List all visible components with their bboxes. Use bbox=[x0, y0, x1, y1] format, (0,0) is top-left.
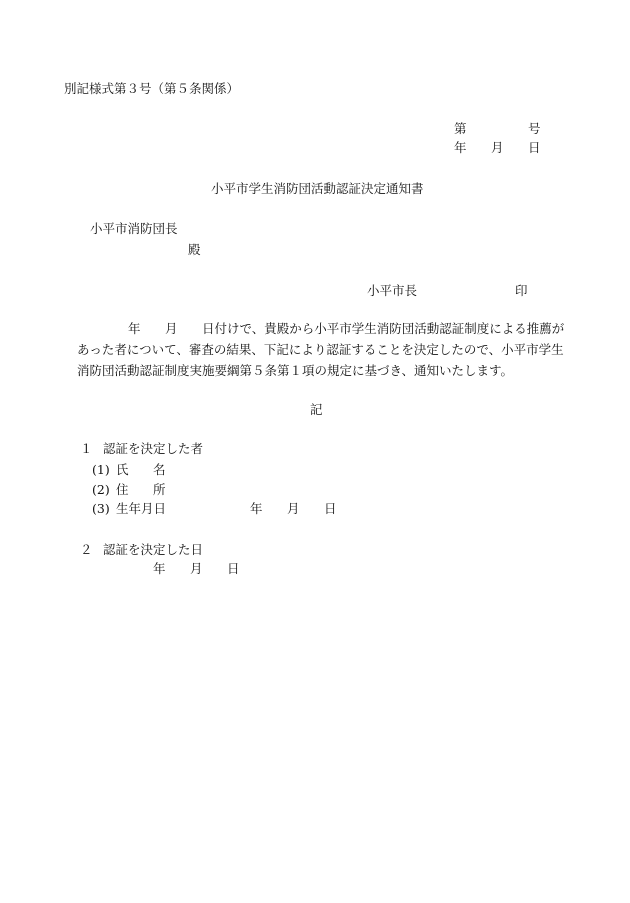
body-line-1: 日付けで、貴殿から小平市学生消防団活動認証制度による推薦が bbox=[202, 321, 565, 336]
section2-heading: 認証を決定した日 bbox=[103, 542, 204, 557]
item-1-label-a: 氏 bbox=[116, 462, 129, 477]
body-line-3: 消防団活動認証制度実施要綱第５条第１項の規定に基づき、通知いたします。 bbox=[77, 363, 514, 378]
body-line-2: あった者について、審査の結果、下記により認証することを決定したので、小平市学生 bbox=[77, 342, 564, 357]
item-3-tsuki: 月 bbox=[287, 501, 300, 516]
header-hi: 日 bbox=[528, 140, 541, 155]
section2-hi: 日 bbox=[227, 561, 240, 576]
section2-nen: 年 bbox=[153, 561, 166, 576]
section2-tsuki: 月 bbox=[190, 561, 203, 576]
header-dai: 第 bbox=[454, 121, 467, 136]
sender-name: 小平市長 bbox=[367, 283, 418, 298]
section1-number: １ bbox=[80, 441, 93, 456]
item-2-number: (2) bbox=[92, 482, 110, 497]
item-3-number: (3) bbox=[92, 501, 110, 516]
addressee-name: 小平市消防団長 bbox=[90, 221, 178, 236]
seal-mark: 印 bbox=[515, 283, 528, 298]
item-3-nen: 年 bbox=[250, 501, 263, 516]
item-2-label-b: 所 bbox=[153, 482, 166, 497]
document-title: 小平市学生消防団活動認証決定通知書 bbox=[211, 181, 424, 196]
form-label: 別記様式第３号（第５条関係） bbox=[64, 81, 240, 96]
header-nen: 年 bbox=[454, 140, 467, 155]
item-1-number: (1) bbox=[92, 462, 110, 477]
header-go: 号 bbox=[528, 121, 541, 136]
ki-heading: 記 bbox=[310, 402, 323, 417]
item-1-label-b: 名 bbox=[153, 462, 166, 477]
body-date-tsuki: 月 bbox=[165, 321, 178, 336]
body-date-nen: 年 bbox=[128, 321, 141, 336]
header-tsuki: 月 bbox=[491, 140, 504, 155]
addressee-honorific: 殿 bbox=[188, 242, 201, 257]
item-3-hi: 日 bbox=[324, 501, 337, 516]
item-2-label-a: 住 bbox=[116, 482, 129, 497]
section2-number: ２ bbox=[80, 542, 93, 557]
section1-heading: 認証を決定した者 bbox=[103, 441, 204, 456]
item-3-label: 生年月日 bbox=[116, 501, 167, 516]
